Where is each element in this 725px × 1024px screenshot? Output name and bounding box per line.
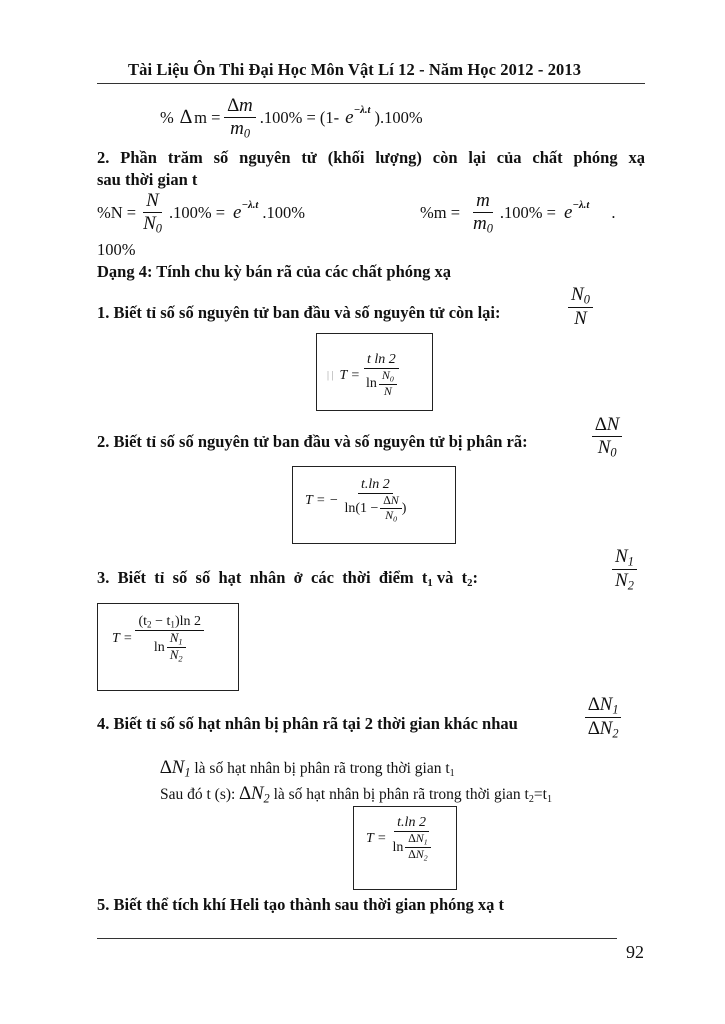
dm-over-m0: $\frac{\Delta m}{m_0}$ xyxy=(224,95,255,141)
case4-formula-box: T = t.ln 2 ln $\frac{\Delta N_1}{\Delta N_2}$ xyxy=(353,806,457,890)
page-header: Tài Liệu Ôn Thi Đại Học Môn Vật Lí 12 - Năm Học 2012 - 2013 xyxy=(128,60,582,79)
case4-line2: Sau đó t (s): $\Delta N_2$ là số hạt nhân bị phân rã trong thời gian $t_2=t_1$ xyxy=(160,783,552,806)
case3-text: 3. Biết tỉ số số hạt nhân ở các thời điểm $t_1$ và $t_2$: xyxy=(97,568,478,590)
dm-rest: .100% = (1- xyxy=(259,107,340,127)
case1-ratio: $\frac{N_0}{N}$ xyxy=(568,284,593,330)
dang4-title: Dạng 4: Tính chu kỳ bán rã của các chất phóng xạ xyxy=(97,262,452,281)
box-mark: | | xyxy=(327,370,334,382)
delta-symbol: ∆ xyxy=(179,106,193,129)
case2-text: 2. Biết tỉ số số nguyên tử ban đầu và số nguyên tử bị phân rã: xyxy=(97,432,528,451)
case4-line1: $\Delta N_1$ là số hạt nhân bị phân rã trong thời gian $t_1$ xyxy=(160,757,455,780)
case2-formula-box: T = − t.ln 2 ln(1 − $\frac{\Delta N}{N_0}$ ) xyxy=(292,466,456,544)
formula-percent-n: %N = $\frac{N}{N_0}$ .100% = e $^{-\lambda.t}$ .100% xyxy=(97,190,305,236)
footer-rule xyxy=(97,938,617,939)
page-number: 92 xyxy=(626,942,644,962)
n-over-n0: $\frac{N}{N_0}$ xyxy=(143,190,162,236)
case1-text: 1. Biết tỉ số số nguyên tử ban đầu và số nguyên tử còn lại: xyxy=(97,303,501,322)
case3-ratio: $\frac{N_1}{N_2}$ xyxy=(612,546,637,593)
case4-text: 4. Biết tỉ số số hạt nhân bị phân rã tại 2 thời gian khác nhau xyxy=(97,714,518,733)
case3-formula-box: T = $(t_2 - t_1)\ln$ 2 ln $\frac{N_1}{N_2}$ xyxy=(97,603,239,691)
m-over-m0: $\frac{m}{m_0}$ xyxy=(473,190,493,236)
m-equals: m = xyxy=(194,107,221,127)
case4-ratio: $\frac{\Delta N_1}{\Delta N_2}$ xyxy=(585,694,621,741)
section2-title-1: 2. Phần trăm số nguyên tử (khối lượng) còn lại của chất phóng xạ xyxy=(97,148,645,167)
exp-base: e xyxy=(345,106,354,128)
section2-title-2: sau thời gian t xyxy=(97,170,198,189)
case2-ratio: $\frac{\Delta N}{N_0}$ xyxy=(592,414,622,460)
header-rule xyxy=(97,83,645,84)
exp-power: −λ.t xyxy=(353,103,371,116)
percent-wrap: 100% xyxy=(97,240,136,259)
case1-formula-box: | | T = t ln 2 ln $\frac{N_0}{N}$ xyxy=(316,333,433,411)
percent-sign: % xyxy=(160,107,178,127)
formula-delta-m xyxy=(160,95,423,141)
dm-end: ).100% xyxy=(374,107,423,127)
case5-text: 5. Biết thể tích khí Heli tạo thành sau thời gian phóng xạ t xyxy=(97,895,505,914)
formula-percent-m: %m = $\frac{m}{m_0}$ .100% = e $^{-\lambda.t}$ . xyxy=(420,190,616,236)
